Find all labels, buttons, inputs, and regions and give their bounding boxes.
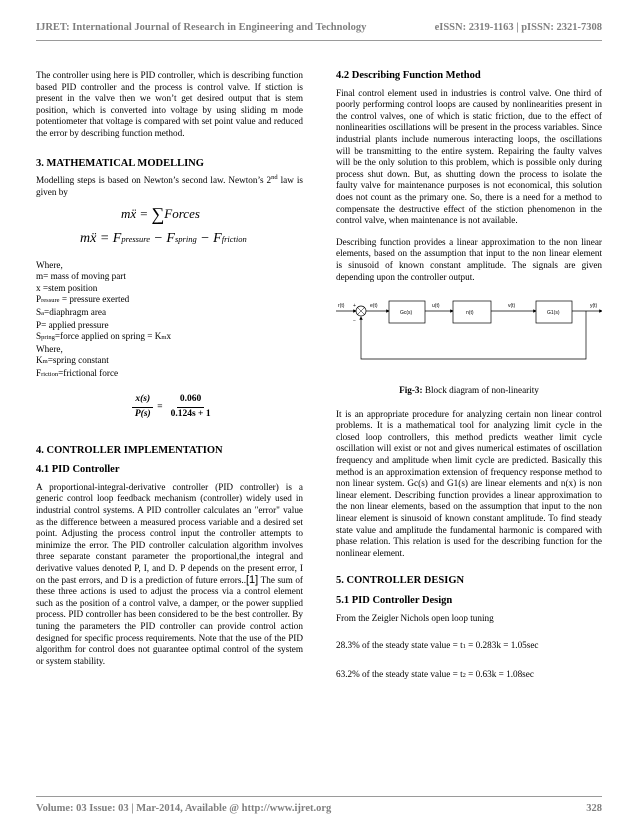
label-plus: +	[353, 303, 356, 310]
transfer-function: $\frac{x(s)}{P(s)}$ = $\frac{0.060}{0.124s + 1}$	[36, 394, 303, 420]
label-y: y(t)	[590, 303, 598, 310]
describing-function-paragraph-2: Describing function provides a linear approximation to the non linear elements, based on the assumption that input to the non linear element is sinusoid of known constant amplitude. The signals are given depending upon the controller output.	[336, 236, 602, 282]
intro-paragraph: The controller using here is PID controller, which is describing function based PID controller and the process is control valve. If stiction is present in the valve then we won’t get desired output that is stem position, which is converted into voltage by using sliding m mode potentiometer that voltage is compared with set point value and reduced the error by describing function method.	[36, 70, 303, 138]
issue-info: Volume: 03 Issue: 03 | Mar-2014, Available @ http://www.ijret.org	[36, 803, 332, 814]
describing-function-paragraph-3: It is an appropriate procedure for analyzing certain non linear control problems. It is a mathematical tool for analyzing limit cycle in the closed loop controllers, this method predicts weather limit cycle oscillation will exist or not and gives numerical estimates of oscillation frequency and amplitude when limit cycle are predicted. Basically this method is an approximation extension of frequency response method to non linear system. Gc(s) and G1(s) are linear elements and n(x) is non linear element. Describing function provides a linear approximation to the non linear elements, based on the assumption that input to the non linear element is sinusoid of known constant amplitude. To find steady state value and amplitude the fundamental harmonic is compared with phase relation. This relation is used for the describing function for the nonlinear element.	[336, 408, 602, 558]
t1-value: 28.3% of the steady state value = t1 = 0.283k = 1.05sec	[336, 640, 539, 651]
section-3-text: Modelling steps is based on Newton’s second law. Newton’s 2nd law is given by	[36, 174, 303, 197]
label-n: n(t)	[466, 310, 474, 317]
describing-function-paragraph-1: Final control element used in industries is control valve. One third of poorly performing control loops are caused by nonlinearities present in the control valves, one of which is static friction, due to the effect of nonlinearities oscillations will be present in the process variables. Since industrial plants include numerous interacting loops, the oscillations will be transmitting to the entire system. Repairing the faulty valves will be the only solution to this problem, which is possible only during process shut down. But, as shutting down the process to isolate the faulty valve for maintenance purposes is not economical, this solution does not count as the primary one. So, there is a need for a method to compensate the destructive effect of the stiction phenomenon in the control valve, when maintenance is not available.	[336, 87, 602, 226]
footer-rule	[36, 796, 602, 797]
equation-forces: mẍ = Fpressure − Fspring − Ffriction	[80, 230, 247, 246]
zn-tuning-text: From the Zeigler Nichols open loop tuning	[336, 612, 494, 623]
label-v: v(t)	[508, 303, 516, 310]
section-5-1-heading: 5.1 PID Controller Design	[336, 595, 453, 606]
journal-name: IJRET: International Journal of Research in Engineering and Technology	[36, 22, 367, 33]
running-footer	[36, 803, 602, 814]
section-4-1-heading: 4.1 PID Controller	[36, 464, 120, 476]
header-rule	[36, 40, 602, 41]
block-diagram	[336, 295, 602, 369]
issn: eISSN: 2319-1163 | pISSN: 2321-7308	[434, 22, 602, 33]
label-r: r(t)	[338, 303, 345, 310]
right-column	[336, 70, 602, 681]
figure-caption: Fig-3: Block diagram of non-linearity	[399, 385, 539, 396]
label-e: e(t)	[370, 303, 378, 310]
section-5-heading: 5. CONTROLLER DESIGN	[336, 575, 465, 587]
variable-definitions: Where, m= mass of moving part x =stem position Pressure = pressure exerted Sa=diaphragm area P= applied pressure Spring=force applied on spring = Kmx Where, Km=spring constant Friction=frictional force	[36, 259, 172, 378]
page-number: 328	[586, 803, 602, 814]
equation-newton: mẍ = ∑Forces	[121, 204, 200, 225]
label-gc: Gc(s)	[400, 310, 413, 317]
pid-paragraph: A proportional-integral-derivative controller (PID controller) is a generic control loop feedback mechanism (controller) widely used in industrial control systems. A PID controller calculates an "error" value as the difference between a measured process variable and a desired set point. Adjusting the process control input the controller attempts to minimize the error. The PID controller calculation algorithm involves three separate constant parameter the proportional,the integral and derivative values denoted P, I, and D. P depends on the present error, I on the past errors, and D is a prediction of future errors..[1] The sum of these three actions is used to adjust the process via a control element such as the position of a control valve, a damper, or the power supplied process. PID controller has been considered to be the best controller. By tuning the parameters the PID controller can provide control action designed for specific process requirements. Note that the use of the PID algorithm for control does not guarantee optimal control of the system or system stability.	[36, 481, 303, 666]
running-header	[36, 22, 602, 33]
label-minus: −	[353, 318, 356, 325]
left-column	[36, 70, 303, 667]
section-4-2-heading: 4.2 Describing Function Method	[336, 70, 481, 81]
t2-value: 63.2% of the steady state value = t2 = 0.63k = 1.08sec	[336, 668, 534, 679]
label-u: u(t)	[432, 303, 440, 310]
label-g1: G1(s)	[547, 310, 560, 317]
section-4-heading: 4. CONTROLLER IMPLEMENTATION	[36, 444, 223, 456]
section-3-heading: 3. MATHEMATICAL MODELLING	[36, 157, 204, 169]
